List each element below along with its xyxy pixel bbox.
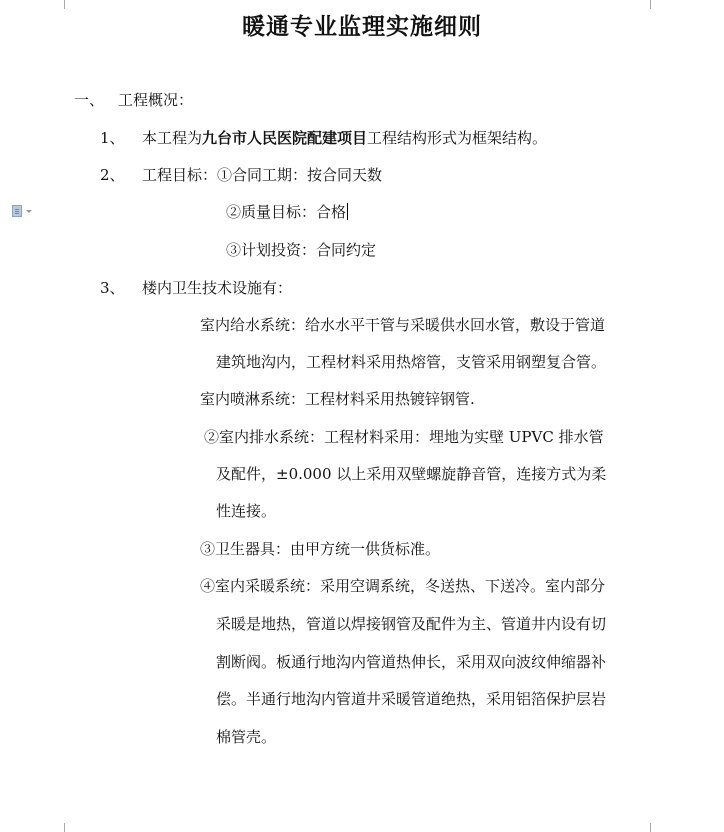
heating-line-4: 偿。半通行地沟内管道井采暖管道绝热，采用铝箔保护层岩 [216,690,607,708]
quality-target: ②质量目标：合格 [226,203,347,221]
drainage-line-3: 性连接。 [216,502,277,520]
document-icon [12,205,22,217]
water-supply-line-1: 室内给水系统：给水水平干管与采暖供水回水管，敷设于管道 [200,316,606,334]
crop-mark-bottom-right [650,823,661,832]
item-1-suffix: 工程结构形式为框架结构。 [367,129,548,147]
project-name: 九台市人民医院配建项目 [202,129,368,147]
section-heading: 工程概况： [118,91,194,109]
sprinkler-line: 室内喷淋系统：工程材料采用热镀锌钢管. [200,390,475,408]
item-2-number: 2、 [100,166,125,184]
heating-line-1: ④室内采暖系统：采用空调系统，冬送热、下送冷。室内部分 [200,577,606,595]
chevron-down-icon [26,210,32,213]
item-3-heading: 楼内卫生技术设施有： [142,279,293,297]
item-1-number: 1、 [100,129,125,147]
section-1 [74,90,193,110]
item-1-text [142,128,547,148]
heating-line-2: 采暖是地热，管道以焊接钢管及配件为主、管道井内设有切 [216,615,607,633]
item-1-prefix: 本工程为 [142,129,203,147]
paragraph-menu-button[interactable] [12,204,38,218]
heating-line-5: 棉管壳。 [216,728,277,746]
heating-line-3: 割断阀。板通行地沟内管道热伸长，采用双向波纹伸缩器补 [216,653,607,671]
sanitary-line: ③卫生器具：由甲方统一供货标准。 [200,540,441,558]
section-number: 一、 [74,91,105,109]
water-supply-line-2: 建筑地沟内，工程材料采用热熔管，支管采用钢塑复合管。 [216,353,607,371]
text-cursor [347,203,348,220]
item-2-line-2 [226,202,348,222]
item-2-line-3: ③计划投资：合同约定 [226,241,377,259]
drainage-line-1: ②室内排水系统：工程材料采用：埋地为实壁 UPVC 排水管 [204,428,604,446]
item-3-number: 3、 [100,279,125,297]
document-title: 暖通专业监理实施细则 [242,13,482,40]
drainage-line-2: 及配件，±0.000 以上采用双壁螺旋静音管，连接方式为柔 [216,465,607,483]
crop-mark-bottom-left [54,823,65,832]
item-2-line-1: 工程目标：①合同工期：按合同天数 [142,166,383,184]
